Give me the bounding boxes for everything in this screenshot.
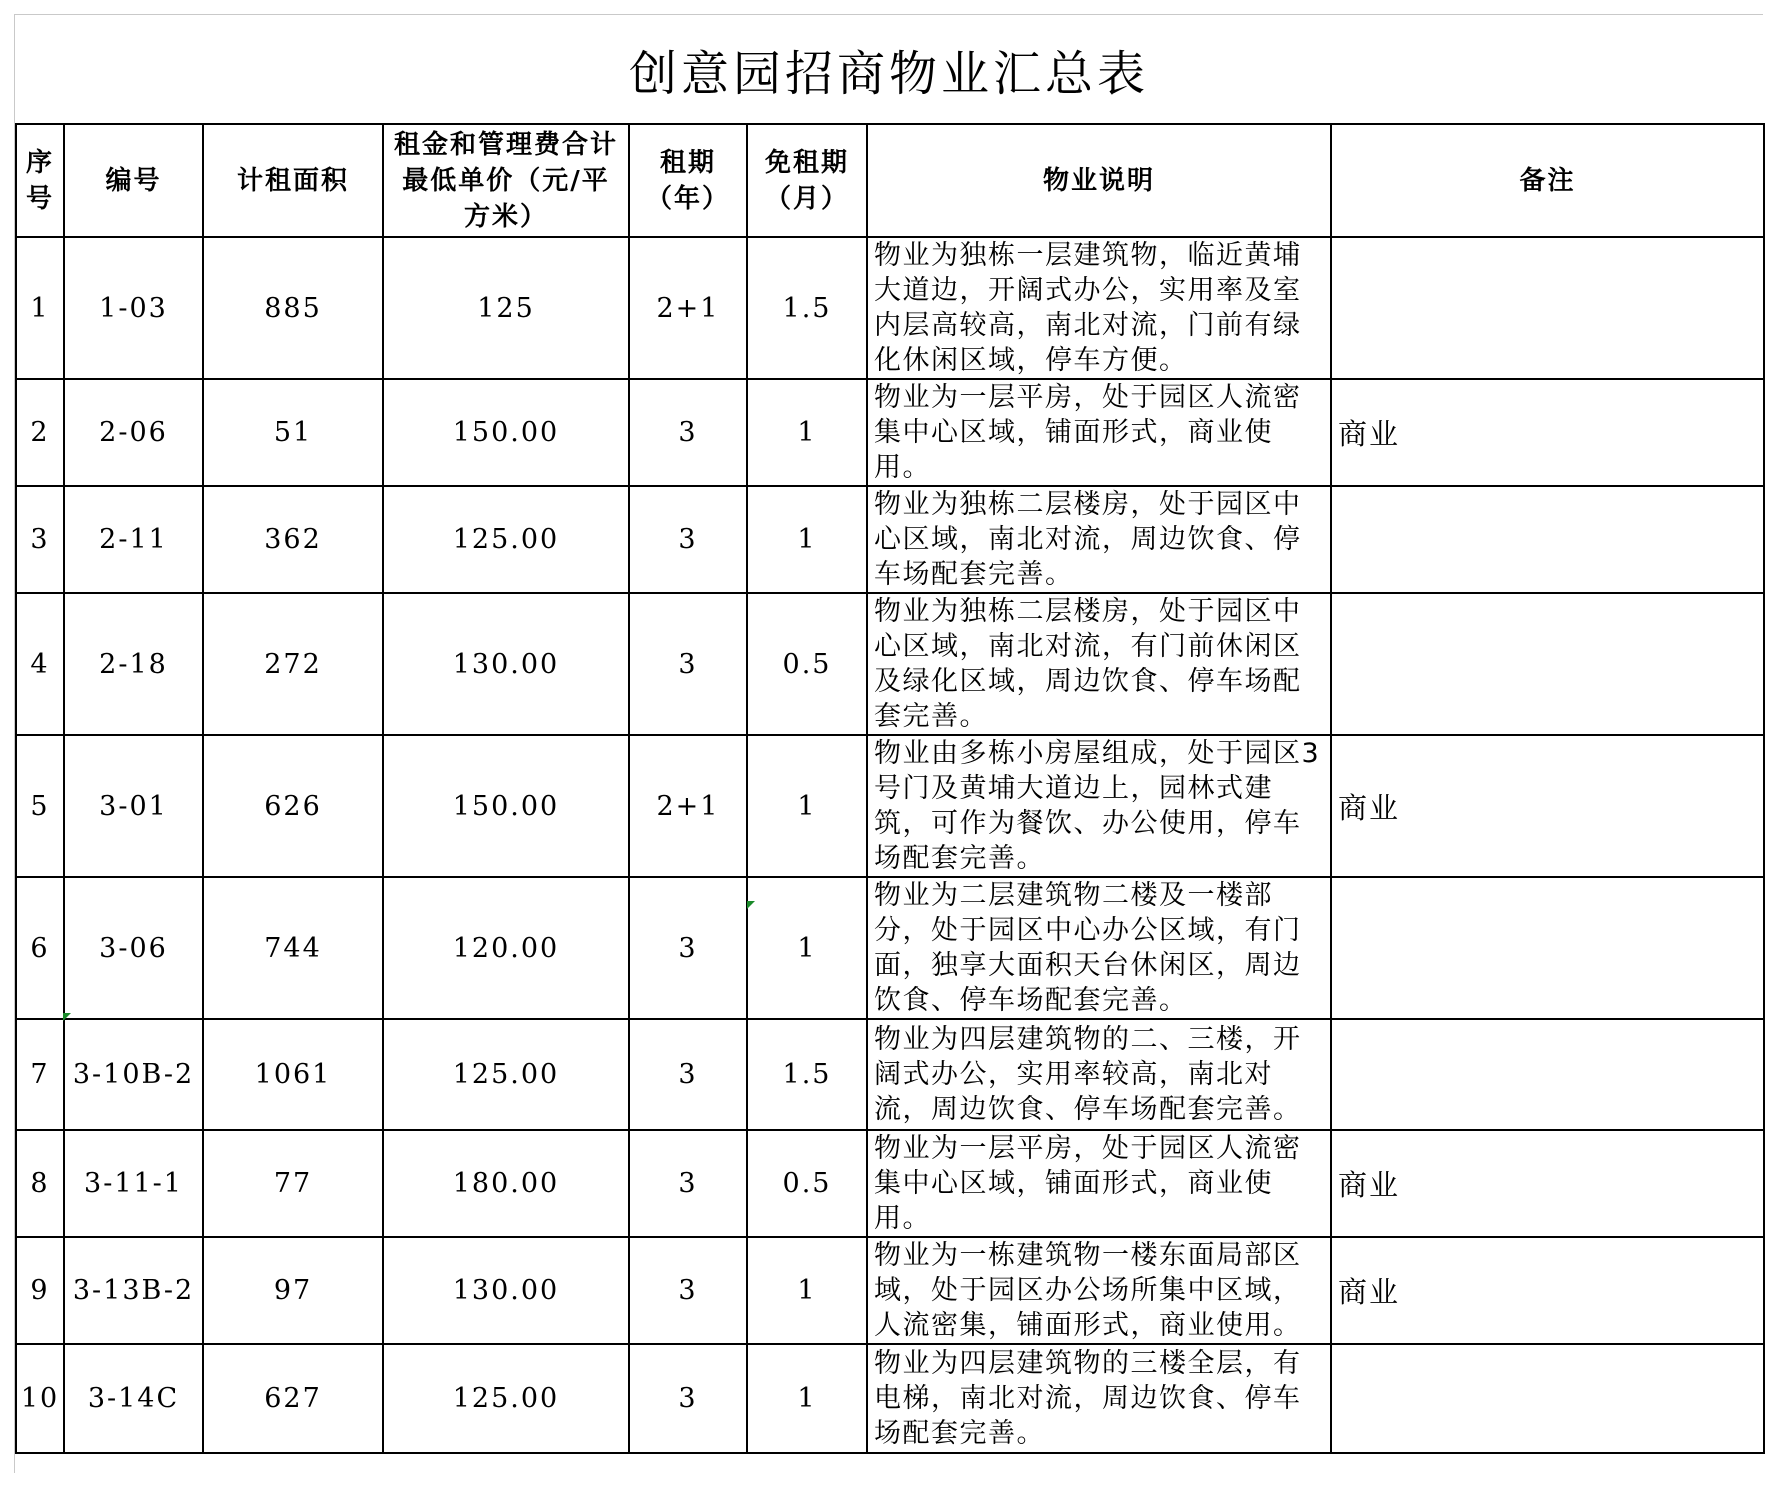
cell-area[interactable]: 626 <box>203 735 383 877</box>
cell-code[interactable]: 3-13B-2 <box>64 1237 203 1344</box>
cell-note[interactable] <box>1331 486 1764 593</box>
cell-price[interactable]: 150.00 <box>383 735 629 877</box>
comment-marker <box>63 1013 71 1021</box>
cell-seq[interactable]: 8 <box>16 1130 64 1237</box>
cell-term[interactable]: 3 <box>629 486 747 593</box>
cell-seq[interactable]: 7 <box>16 1019 64 1130</box>
cell-area[interactable]: 885 <box>203 237 383 379</box>
cell-desc[interactable]: 物业为独栋二层楼房，处于园区中心区域，南北对流，周边饮食、停车场配套完善。 <box>867 486 1331 593</box>
spreadsheet <box>14 14 1763 1473</box>
cell-term[interactable]: 3 <box>629 877 747 1019</box>
cell-area[interactable]: 77 <box>203 1130 383 1237</box>
cell-free[interactable]: 1 <box>747 1344 867 1453</box>
table-row <box>16 486 1764 593</box>
cell-free[interactable]: 1 <box>747 486 867 593</box>
cell-seq[interactable]: 3 <box>16 486 64 593</box>
cell-price[interactable]: 150.00 <box>383 379 629 486</box>
cell-note[interactable] <box>1331 593 1764 735</box>
cell-price[interactable]: 125.00 <box>383 1019 629 1130</box>
cell-term[interactable]: 3 <box>629 1237 747 1344</box>
cell-seq[interactable]: 4 <box>16 593 64 735</box>
cell-term[interactable]: 2+1 <box>629 237 747 379</box>
header-note[interactable]: 备注 <box>1331 124 1764 237</box>
cell-area[interactable]: 97 <box>203 1237 383 1344</box>
cell-code[interactable]: 1-03 <box>64 237 203 379</box>
cell-area[interactable]: 362 <box>203 486 383 593</box>
cell-seq[interactable]: 6 <box>16 877 64 1019</box>
cell-price[interactable]: 130.00 <box>383 593 629 735</box>
sheet-title[interactable]: 创意园招商物业汇总表 <box>628 45 1149 102</box>
header-price[interactable]: 租金和管理费合计最低单价（元/平方米） <box>383 124 629 237</box>
cell-note[interactable] <box>1331 1019 1764 1130</box>
table-row <box>16 237 1764 379</box>
header-area[interactable]: 计租面积 <box>203 124 383 237</box>
header-free[interactable]: 免租期（月） <box>747 124 867 237</box>
cell-note[interactable]: 商业 <box>1331 1237 1764 1344</box>
cell-area[interactable]: 51 <box>203 379 383 486</box>
cell-free[interactable]: 1 <box>747 1237 867 1344</box>
cell-free[interactable]: 1.5 <box>747 1019 867 1130</box>
cell-note[interactable]: 商业 <box>1331 735 1764 877</box>
cell-code[interactable]: 3-11-1 <box>64 1130 203 1237</box>
cell-code[interactable]: 3-06 <box>64 877 203 1019</box>
cell-code[interactable]: 2-06 <box>64 379 203 486</box>
cell-free[interactable]: 1.5 <box>747 237 867 379</box>
header-desc[interactable]: 物业说明 <box>867 124 1331 237</box>
cell-code[interactable]: 3-14C <box>64 1344 203 1453</box>
cell-desc[interactable]: 物业为独栋一层建筑物，临近黄埔大道边，开阔式办公，实用率及室内层高较高，南北对流，门前有绿化休闲区域，停车方便。 <box>867 237 1331 379</box>
cell-price[interactable]: 120.00 <box>383 877 629 1019</box>
cell-area[interactable]: 272 <box>203 593 383 735</box>
header-row <box>16 124 1764 237</box>
cell-term[interactable]: 3 <box>629 593 747 735</box>
cell-area[interactable]: 627 <box>203 1344 383 1453</box>
header-code[interactable]: 编号 <box>64 124 203 237</box>
cell-note[interactable] <box>1331 1344 1764 1453</box>
cell-price[interactable]: 180.00 <box>383 1130 629 1237</box>
cell-term[interactable]: 3 <box>629 379 747 486</box>
cell-note[interactable] <box>1331 237 1764 379</box>
cell-code[interactable]: 3-01 <box>64 735 203 877</box>
cell-desc[interactable]: 物业为一栋建筑物一楼东面局部区域，处于园区办公场所集中区域，人流密集，铺面形式，商业使用。 <box>867 1237 1331 1344</box>
cell-code[interactable]: 2-11 <box>64 486 203 593</box>
cell-free[interactable]: 1 <box>747 379 867 486</box>
cell-code[interactable]: 2-18 <box>64 593 203 735</box>
cell-seq[interactable]: 9 <box>16 1237 64 1344</box>
cell-desc[interactable]: 物业为二层建筑物二楼及一楼部分，处于园区中心办公区域，有门面，独享大面积天台休闲区，周边饮食、停车场配套完善。 <box>867 877 1331 1019</box>
table-row <box>16 735 1764 877</box>
cell-desc[interactable]: 物业为一层平房，处于园区人流密集中心区域，铺面形式，商业使用。 <box>867 1130 1331 1237</box>
header-term[interactable]: 租期（年） <box>629 124 747 237</box>
cell-note[interactable]: 商业 <box>1331 379 1764 486</box>
cell-price[interactable]: 125.00 <box>383 486 629 593</box>
cell-desc[interactable]: 物业为独栋二层楼房，处于园区中心区域，南北对流，有门前休闲区及绿化区域，周边饮食、停车场配套完善。 <box>867 593 1331 735</box>
cell-term[interactable]: 3 <box>629 1130 747 1237</box>
table-row <box>16 1019 1764 1130</box>
property-table <box>15 123 1765 1454</box>
table-row <box>16 593 1764 735</box>
cell-desc[interactable]: 物业为四层建筑物的三楼全层，有电梯，南北对流，周边饮食、停车场配套完善。 <box>867 1344 1331 1453</box>
header-seq[interactable]: 序号 <box>16 124 64 237</box>
table-row <box>16 1237 1764 1344</box>
table-row <box>16 1344 1764 1453</box>
cell-term[interactable]: 3 <box>629 1344 747 1453</box>
cell-seq[interactable]: 5 <box>16 735 64 877</box>
cell-seq[interactable]: 1 <box>16 237 64 379</box>
cell-free[interactable]: 0.5 <box>747 1130 867 1237</box>
cell-free[interactable]: 1 <box>747 877 867 1019</box>
cell-seq[interactable]: 10 <box>16 1344 64 1453</box>
cell-note[interactable]: 商业 <box>1331 1130 1764 1237</box>
cell-free[interactable]: 0.5 <box>747 593 867 735</box>
table-row <box>16 1130 1764 1237</box>
cell-area[interactable]: 1061 <box>203 1019 383 1130</box>
cell-term[interactable]: 3 <box>629 1019 747 1130</box>
cell-price[interactable]: 125 <box>383 237 629 379</box>
cell-desc[interactable]: 物业为四层建筑物的二、三楼，开阔式办公，实用率较高，南北对流，周边饮食、停车场配套完善。 <box>867 1019 1331 1130</box>
cell-note[interactable] <box>1331 877 1764 1019</box>
cell-price[interactable]: 125.00 <box>383 1344 629 1453</box>
cell-seq[interactable]: 2 <box>16 379 64 486</box>
cell-code[interactable]: 3-10B-2 <box>64 1019 203 1130</box>
table-row <box>16 379 1764 486</box>
cell-price[interactable]: 130.00 <box>383 1237 629 1344</box>
cell-desc[interactable]: 物业由多栋小房屋组成，处于园区3号门及黄埔大道边上，园林式建筑，可作为餐饮、办公使用，停车场配套完善。 <box>867 735 1331 877</box>
cell-area[interactable]: 744 <box>203 877 383 1019</box>
table-row <box>16 877 1764 1019</box>
cell-desc[interactable]: 物业为一层平房，处于园区人流密集中心区域，铺面形式，商业使用。 <box>867 379 1331 486</box>
comment-marker <box>747 901 755 909</box>
cell-free[interactable]: 1 <box>747 735 867 877</box>
cell-term[interactable]: 2+1 <box>629 735 747 877</box>
